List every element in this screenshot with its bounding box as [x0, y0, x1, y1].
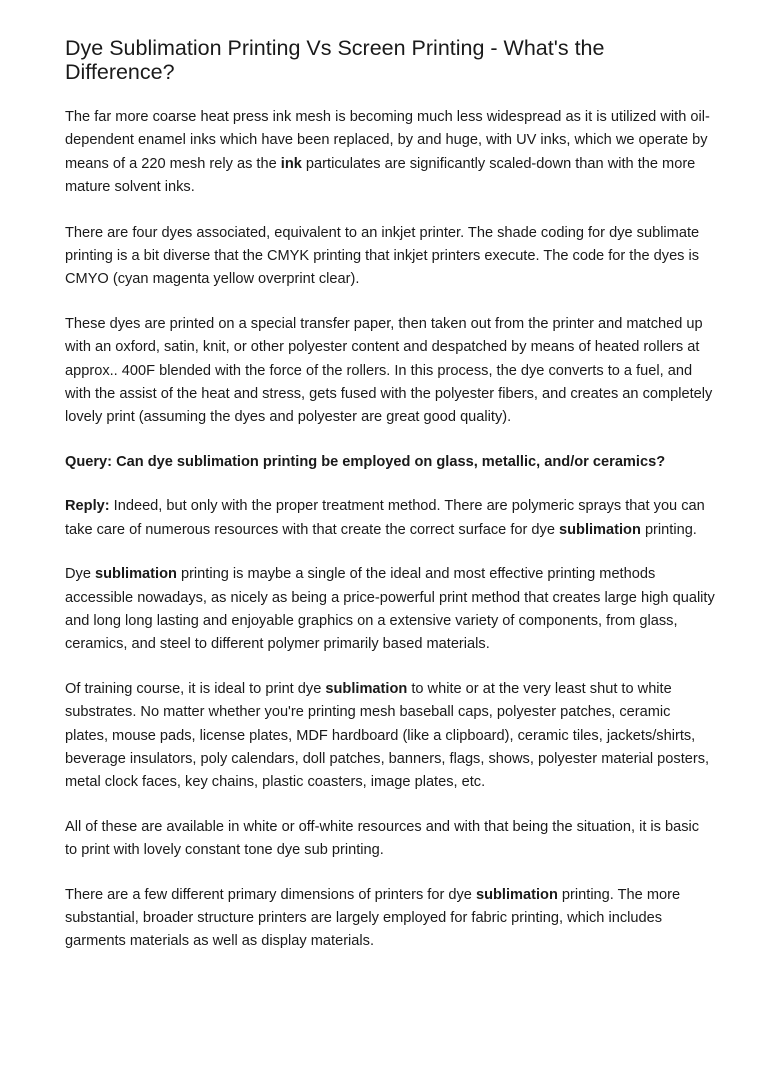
paragraph-5 — [65, 563, 715, 657]
paragraph-1-text-b: particulates are significantly scaled-down than with the more mature solvent inks. — [65, 155, 696, 196]
paragraph-1 — [65, 106, 715, 200]
paragraph-7: All of these are available in white or off-white resources and with that being the situation, it is basic to print with lovely constant tone dye sub printing. — [65, 818, 700, 859]
paragraph-5-bold: sublimation — [95, 566, 177, 583]
query-paragraph: Query: Can dye sublimation printing be employed on glass, metallic, and/or ceramics? — [65, 453, 666, 470]
reply-text-a: Indeed, but only with the proper treatment method. There are polymeric sprays that you can take care of numerous resources with that create the correct surface for dye — [65, 498, 705, 538]
paragraph-5-text-b: printing is maybe a single of the ideal and most effective printing methods accessible nowadays, as nicely as being a price-powerful print method that creates large high quality and long long lasting and enjoyable graphics on a extensive variety of components, from glass, ceramics, and steel to different polymer primarily based materials. — [65, 566, 715, 653]
reply-paragraph — [65, 495, 715, 542]
paragraph-8-text-b: printing. The more substantial, broader structure printers are largely employed for fabric printing, which includes garments materials as well as display materials. — [65, 886, 681, 950]
paragraph-6-bold: sublimation — [325, 680, 408, 697]
document-page — [65, 36, 715, 954]
reply-bold: sublimation — [559, 521, 641, 538]
paragraph-2: There are four dyes associated, equivalent to an inkjet printer. The shade coding for dye sublimate printing is a bit diverse that the CMYK printing that inkjet printers execute. The code for the dyes is CMYO (cyan magenta yellow overprint clear). — [65, 224, 700, 288]
reply-label: Reply: — [65, 498, 110, 515]
paragraph-6-text-a: Of training course, it is ideal to print dye — [65, 680, 326, 697]
paragraph-8 — [65, 884, 715, 954]
paragraph-1-text-a: The far more coarse heat press ink mesh is becoming much less widespread as it is utilized with oil-dependent enamel inks which have been replaced, by and huge, with UV inks, which we operate by means of a 220 mesh rely as the — [65, 109, 710, 172]
paragraph-6 — [65, 678, 715, 795]
paragraph-3: These dyes are printed on a special transfer paper, then taken out from the printer and matched up with an oxford, satin, knit, or other polyester content and despatched by means of heated rollers at approx.. 400F blended with the force of the rollers. In this process, the dye converts to a fuel, and with the assist of the heat and stress, gets fused with the polyester fibers, and creates an completely lovely print (assuming the dyes and polyester are great good quality). — [65, 315, 713, 426]
paragraph-8-text-a: There are a few different primary dimensions of printers for dye — [65, 886, 476, 903]
document-title: Dye Sublimation Printing Vs Screen Printing - What's the Difference? — [65, 36, 605, 84]
paragraph-5-text-a: Dye — [65, 566, 96, 583]
paragraph-8-bold: sublimation — [475, 886, 558, 903]
paragraph-6-text-b: to white or at the very least shut to white substrates. No matter whether you're printing mesh baseball caps, polyester patches, ceramic plates, mouse pads, license plates, MDF hardboard (like a clipboard), ceramic tiles, jackets/shirts, beverage insulators, poly calendars, doll patches, banners, flags, shows, polyester material posters, metal clock faces, key chains, plastic coasters, image plates, etc. — [65, 680, 710, 791]
paragraph-1-bold: ink — [280, 155, 302, 172]
reply-text-b: printing. — [640, 521, 697, 538]
